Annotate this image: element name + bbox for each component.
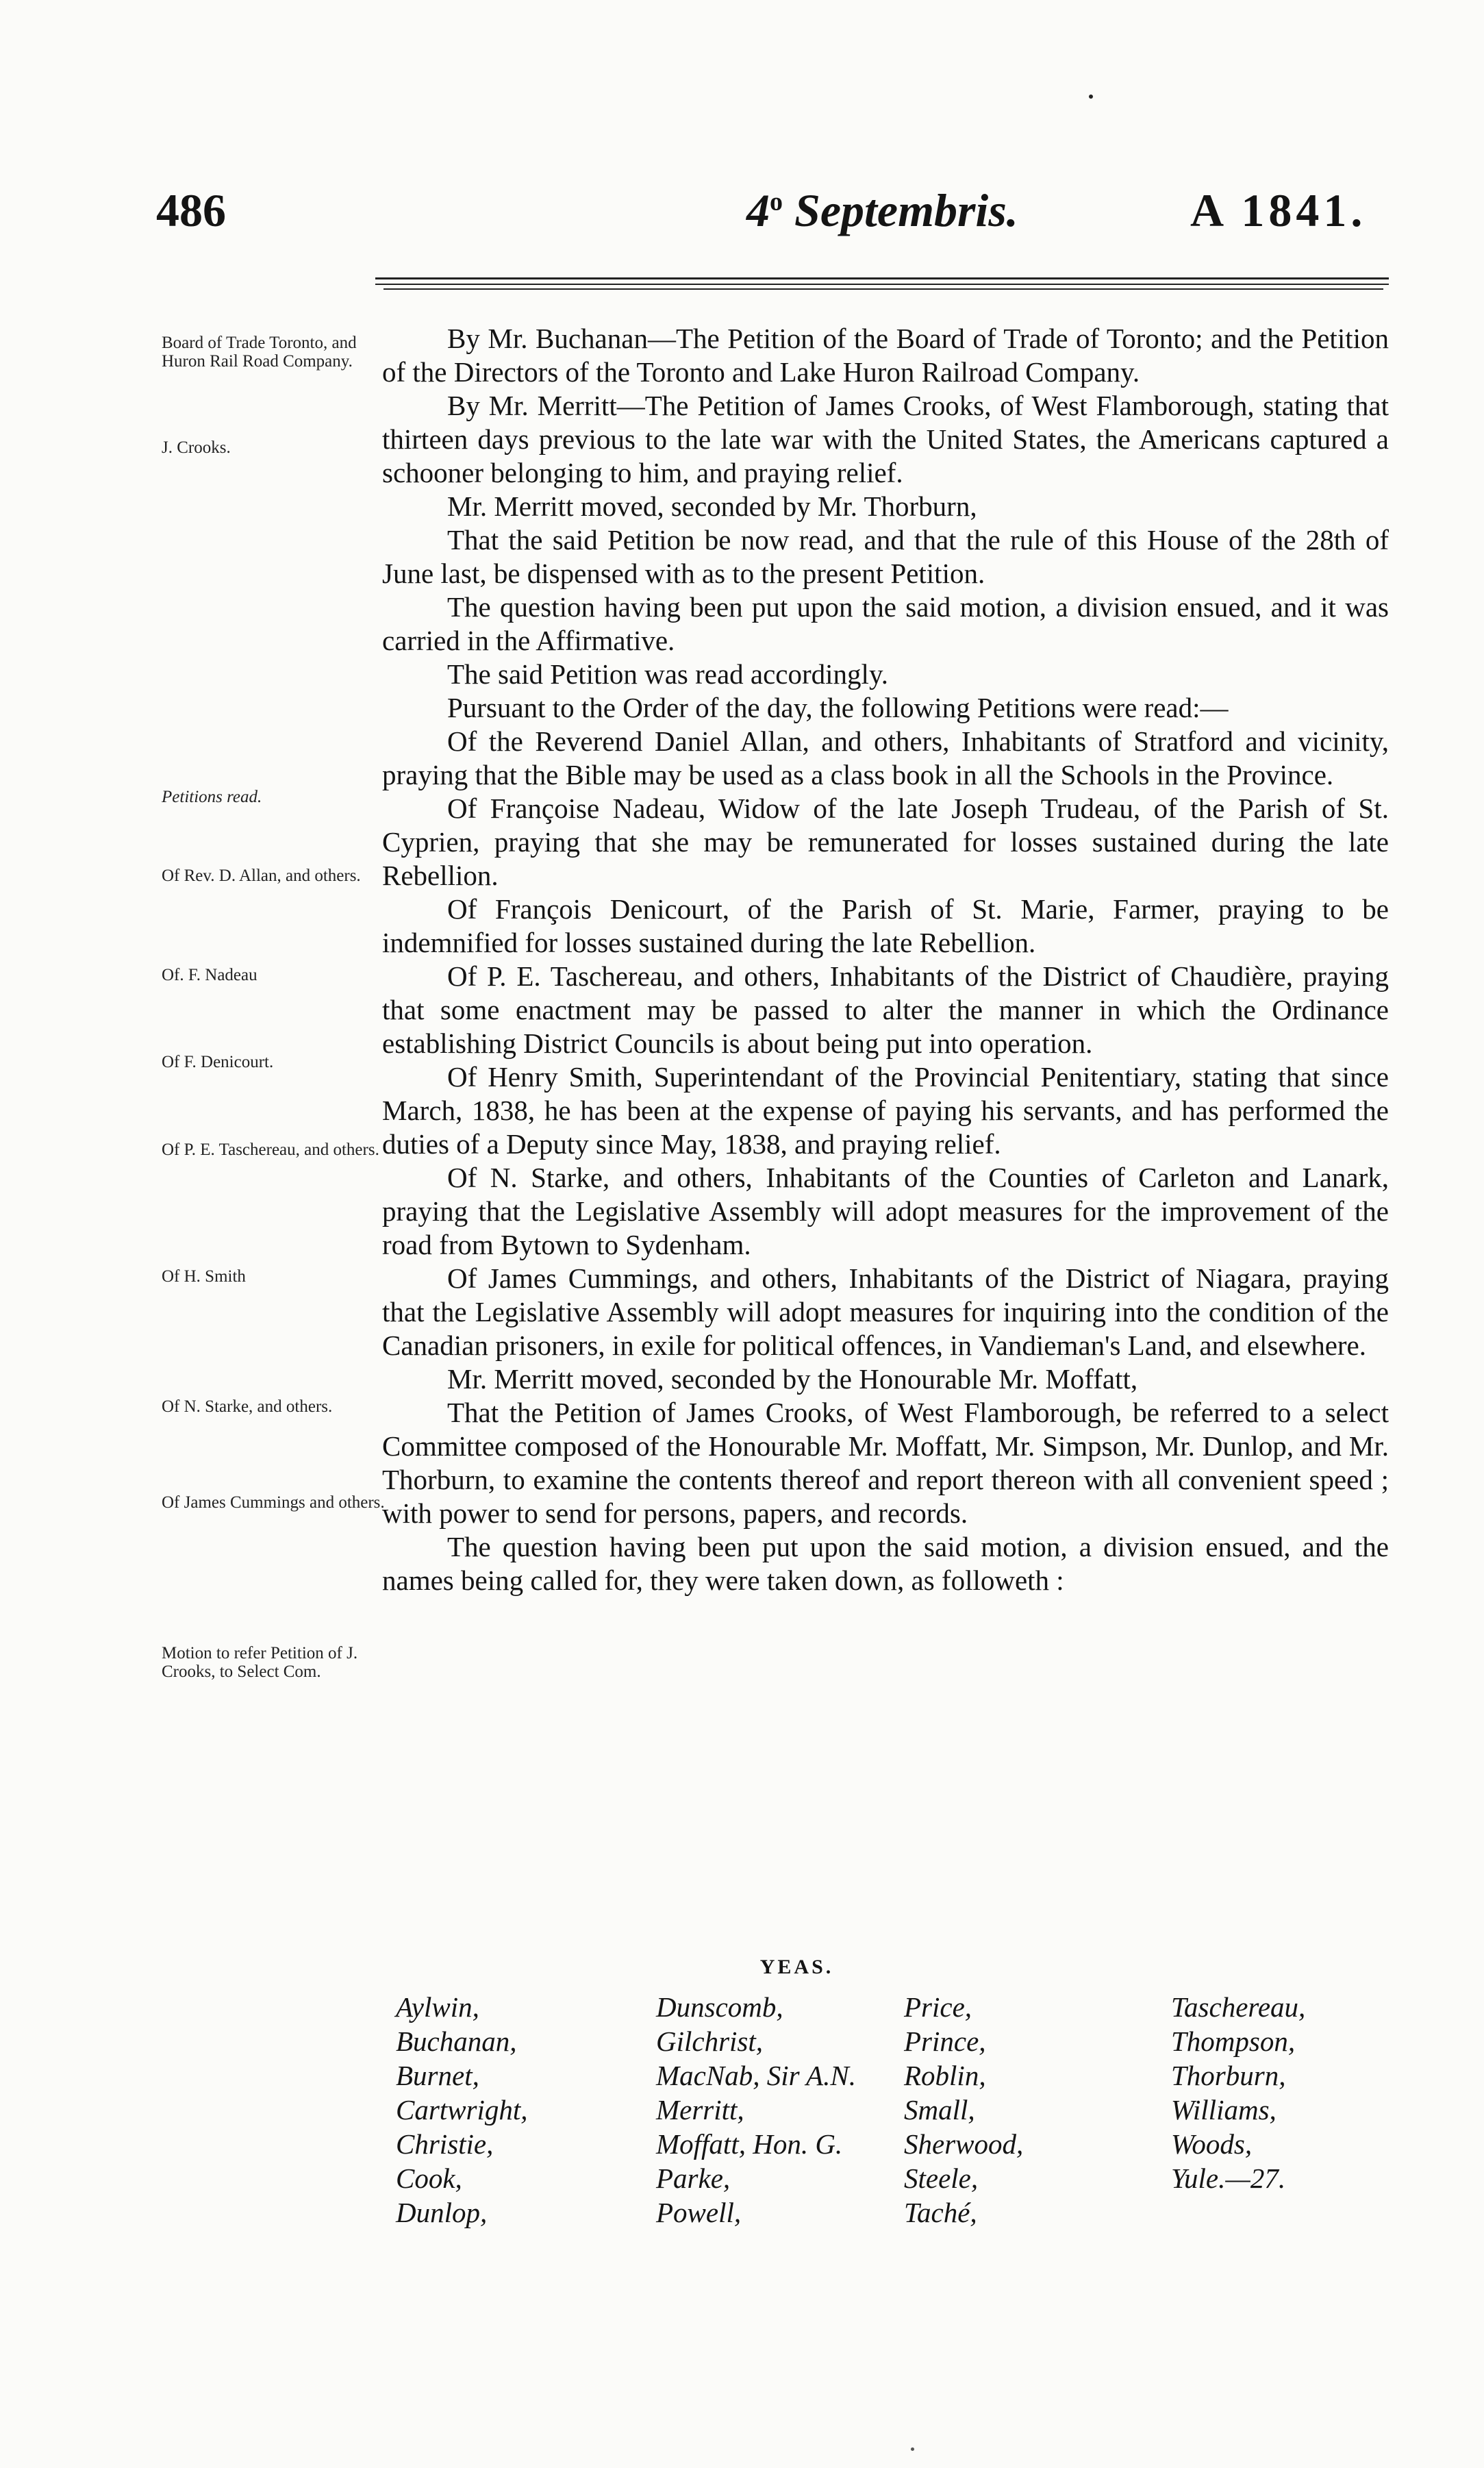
- member-name: Steele,: [904, 2162, 979, 2194]
- yeas-column: [656, 1990, 856, 2230]
- paragraph: Of James Cummings, and others, Inhabitants of the District of Niagara, praying that the Legislative Assembly will adopt measures for inquiring into the condition of the Canadian prisoners, in exile for political offences, in Vandieman's Land, and elsewhere.: [382, 1262, 1389, 1361]
- member-name: Thompson,: [1171, 2025, 1296, 2057]
- ink-speck: [1089, 95, 1093, 99]
- margin-note: Of Rev. D. Allan, and others.: [162, 867, 361, 885]
- member-name: MacNab, Sir A.N.: [656, 2060, 856, 2091]
- member-name: Price,: [904, 1991, 972, 2023]
- header-rule: [383, 288, 1383, 290]
- margin-note: Of H. Smith: [162, 1267, 246, 1286]
- paragraph: Pursuant to the Order of the day, the following Petitions were read:—: [447, 692, 1229, 723]
- yeas-heading: YEAS.: [759, 1956, 834, 1978]
- page-header: [0, 171, 1484, 240]
- date-day: 4: [746, 184, 770, 236]
- paragraph: By Mr. Merritt—The Petition of James Crooks, of West Flamborough, stating that thirteen days previous to the late war with the United States, the Americans captured a schooner belonging to him, and praying relief.: [382, 390, 1389, 488]
- margin-note: J. Crooks.: [162, 438, 231, 457]
- paragraph: Mr. Merritt moved, seconded by the Honourable Mr. Moffatt,: [447, 1363, 1138, 1395]
- paragraph: That the said Petition be now read, and that the rule of this House of the 28th of June last, be dispensed with as to the present Petition.: [382, 524, 1389, 589]
- header-year: A 1841.: [1190, 184, 1367, 236]
- paragraph: Of N. Starke, and others, Inhabitants of the Counties of Carleton and Lanark, praying that the Legislative Assembly will adopt measures for the improvement of the road from Bytown to Sydenham.: [382, 1162, 1389, 1260]
- paragraph: The question having been put upon the said motion, a division ensued, and the names being called for, they were taken down, as followeth :: [382, 1531, 1389, 1596]
- yeas-column: [1171, 1990, 1305, 2195]
- yeas-column: [904, 1990, 1023, 2230]
- member-name: Dunlop,: [396, 2197, 488, 2228]
- member-name: Taschereau,: [1171, 1991, 1306, 2023]
- member-name: Dunscomb,: [656, 1991, 783, 2023]
- paragraph: That the Petition of James Crooks, of West Flamborough, be referred to a select Committee composed of the Honourable Mr. Moffatt, Mr. Simpson, Mr. Dunlop, and Mr. Thorburn, to examine the contents thereof and report thereon with all convenient speed ; with power to send for persons, papers, and records.: [382, 1397, 1389, 1529]
- date-ordinal: o: [770, 187, 783, 216]
- member-name: Prince,: [904, 2025, 986, 2057]
- member-name: Woods,: [1171, 2128, 1253, 2160]
- yeas-column: [396, 1990, 528, 2230]
- member-name: Cook,: [396, 2162, 462, 2194]
- paragraph: Of François Denicourt, of the Parish of St. Marie, Farmer, praying to be indemnified for losses sustained during the late Rebellion.: [382, 893, 1389, 958]
- margin-note: Of James Cummings and others.: [162, 1493, 385, 1512]
- header-rule: [375, 284, 1389, 285]
- member-name: Sherwood,: [904, 2128, 1024, 2160]
- member-name: Parke,: [656, 2162, 731, 2194]
- paragraph: By Mr. Buchanan—The Petition of the Board of Trade of Toronto; and the Petition of the Directors of the Toronto and Lake Huron Railroad Company.: [382, 323, 1389, 388]
- paragraph: The said Petition was read accordingly.: [447, 658, 889, 690]
- member-name: Christie,: [396, 2128, 494, 2160]
- page-number: 486: [156, 184, 226, 236]
- paragraph: The question having been put upon the said motion, a division ensued, and it was carried in the Affirmative.: [382, 591, 1389, 656]
- member-name: Yule.—27.: [1171, 2162, 1286, 2194]
- margin-note: Of. F. Nadeau: [162, 966, 257, 984]
- margin-note: Motion to refer Petition of J. Crooks, to Select Com.: [162, 1644, 358, 1681]
- margin-note: Of N. Starke, and others.: [162, 1397, 333, 1416]
- member-name: Taché,: [904, 2197, 977, 2228]
- member-name: Buchanan,: [396, 2025, 517, 2057]
- member-name: Moffatt, Hon. G.: [656, 2128, 843, 2160]
- paragraph: Mr. Merritt moved, seconded by Mr. Thorburn,: [447, 490, 977, 522]
- margin-note: Petitions read.: [162, 788, 262, 806]
- member-name: Roblin,: [904, 2060, 986, 2091]
- member-name: Aylwin,: [396, 1991, 479, 2023]
- paragraph: Of P. E. Taschereau, and others, Inhabitants of the District of Chaudière, praying that some enactment may be passed to alter the manner in which the Ordinance establishing District Councils is about being put into operation.: [382, 960, 1389, 1059]
- header-rule: [375, 277, 1389, 279]
- member-name: Thorburn,: [1171, 2060, 1286, 2091]
- member-name: Williams,: [1171, 2094, 1277, 2126]
- ink-speck: [911, 2447, 914, 2451]
- margin-note: Of P. E. Taschereau, and others.: [162, 1140, 379, 1159]
- header-date: [746, 184, 1018, 238]
- member-name: Small,: [904, 2094, 975, 2126]
- member-name: Gilchrist,: [656, 2025, 764, 2057]
- journal-body: [382, 322, 1389, 1597]
- member-name: Cartwright,: [396, 2094, 528, 2126]
- member-name: Burnet,: [396, 2060, 479, 2091]
- margin-note: Board of Trade Toronto, and Huron Rail Road Company.: [162, 334, 357, 371]
- date-month: Septembris.: [794, 184, 1018, 236]
- paragraph: Of Françoise Nadeau, Widow of the late Joseph Trudeau, of the Parish of St. Cyprien, praying that she may be remunerated for losses sustained during the late Rebellion.: [382, 793, 1389, 891]
- member-name: Merritt,: [656, 2094, 744, 2126]
- paragraph: Of Henry Smith, Superintendant of the Provincial Penitentiary, stating that since March, 1838, he has been at the expense of paying his servants, and has performed the duties of a Deputy since May, 1838, and praying relief.: [382, 1061, 1389, 1160]
- paragraph: Of the Reverend Daniel Allan, and others, Inhabitants of Stratford and vicinity, praying that the Bible may be used as a class book in all the Schools in the Province.: [382, 725, 1389, 790]
- margin-note: Of F. Denicourt.: [162, 1053, 274, 1071]
- member-name: Powell,: [656, 2197, 742, 2228]
